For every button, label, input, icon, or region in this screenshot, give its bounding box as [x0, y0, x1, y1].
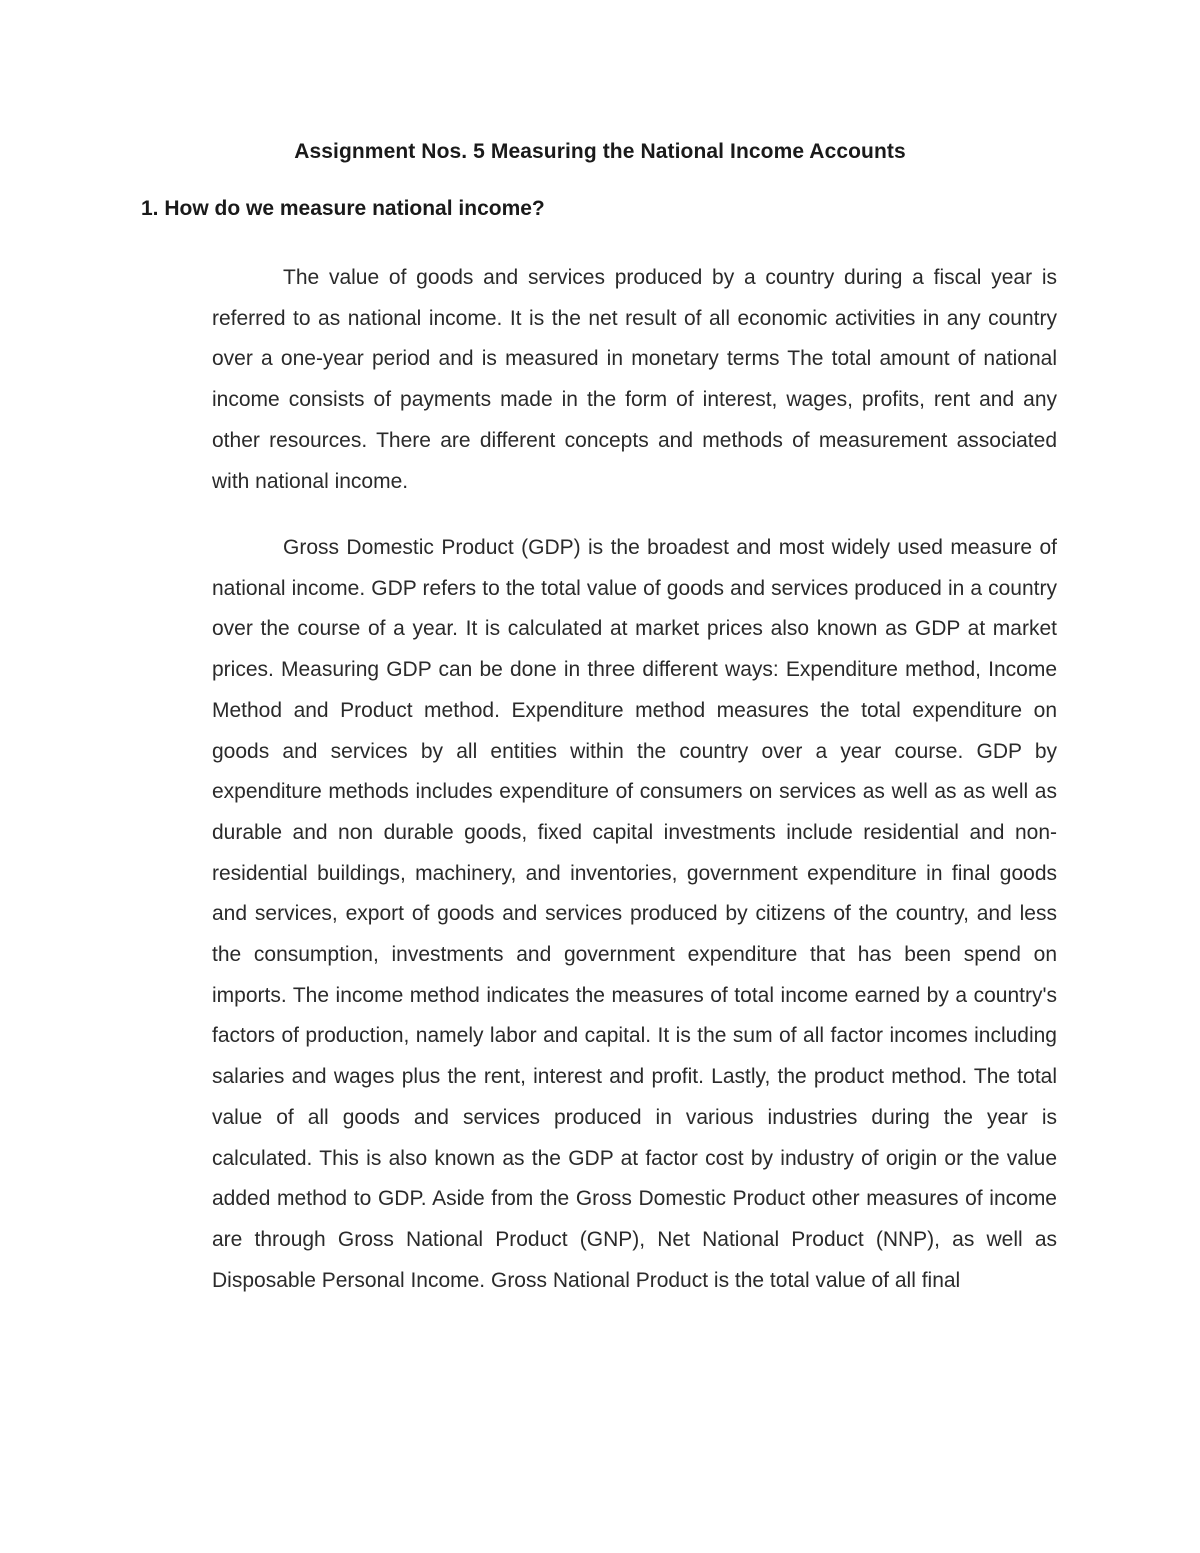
paragraph-national-income: The value of goods and services produced by a country during a fiscal year is referred to as national income. It is the net result of all economic activities in any country over a one-year period and is measured in monetary terms The total amount of national income consists of payments made in the form of interest, wages, profits, rent and any other resources. There are different concepts and methods of measurement associated with national income. — [212, 266, 1057, 493]
document-title: Assignment Nos. 5 Measuring the National Income Accounts — [294, 140, 906, 163]
question-heading: 1. How do we measure national income? — [141, 197, 545, 220]
paragraph-gdp: Gross Domestic Product (GDP) is the broadest and most widely used measure of national income. GDP refers to the total value of goods and services produced in a country over the course of a year. It is calculated at market prices also known as GDP at market prices. Measuring GDP can be done in three different ways: Expenditure method, Income Method and Product method. Expenditure method measures the total expenditure on goods and services by all entities within the country over a year course. GDP by expenditure methods includes expenditure of consumers on services as well as as well as durable and non durable goods, fixed capital investments include residential and non-residential buildings, machinery, and inventories, government expenditure in final goods and services, export of goods and services produced by citizens of the country, and less the consumption, investments and government expenditure that has been spend on imports. The income method indicates the measures of total income earned by a country's factors of production, namely labor and capital. It is the sum of all factor incomes including salaries and wages plus the rent, interest and profit. Lastly, the product method. The total value of all goods and services produced in various industries during the year is calculated. This is also known as the GDP at factor cost by industry of origin or the value added method to GDP. Aside from the Gross Domestic Product other measures of income are through Gross National Product (GNP), Net National Product (NNP), as well as Disposable Personal Income. Gross National Product is the total value of all final — [212, 536, 1057, 1292]
